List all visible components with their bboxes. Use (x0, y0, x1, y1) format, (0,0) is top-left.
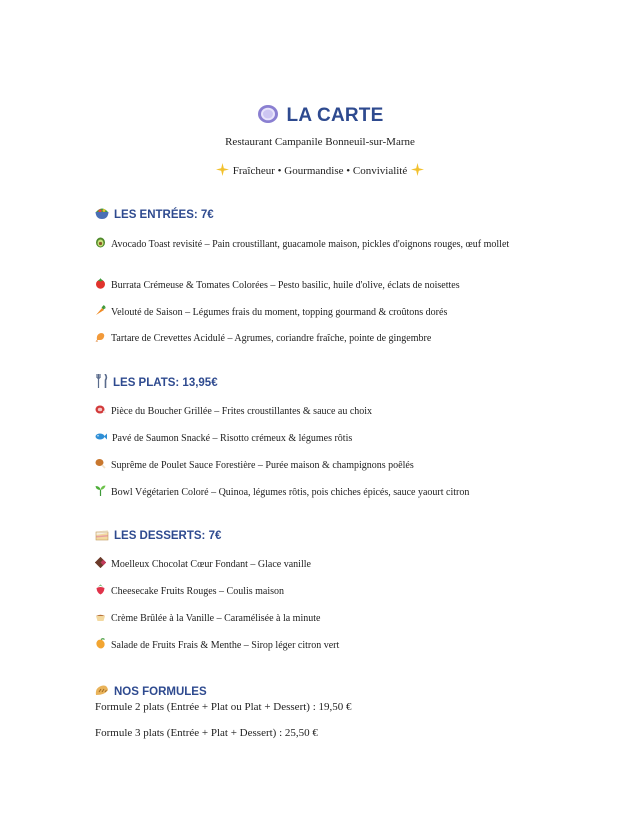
menu-item-text: Velouté de Saison – Légumes frais du moment, topping gourmand & croûtons dorés (111, 307, 448, 318)
menu-item-text: Burrata Crémeuse & Tomates Colorées – Pesto basilic, huile d'olive, éclats de noisettes (111, 280, 460, 291)
menu-item (95, 638, 535, 653)
fish-icon (95, 431, 107, 442)
section-title-text: NOS FORMULES (114, 686, 207, 698)
menu-item (95, 611, 535, 626)
section-title-plats (95, 374, 218, 389)
menu-item (95, 237, 535, 252)
menu-item-text: Bowl Végétarien Coloré – Quinoa, légumes rôtis, pois chiches épicés, sauce yaourt citron (111, 487, 470, 498)
menu-item (95, 305, 535, 320)
poultry-leg-icon (95, 458, 106, 469)
plate-icon (257, 104, 279, 124)
menu-item (95, 278, 535, 293)
shrimp-icon (95, 331, 106, 342)
menu-item-text: Tartare de Crevettes Acidulé – Agrumes, coriandre fraîche, pointe de gingembre (111, 333, 432, 344)
tagline (0, 163, 640, 177)
formula-3-plats: Formule 3 plats (Entrée + Plat + Dessert) : 25,50 € (95, 727, 318, 739)
sparkles-icon (216, 163, 229, 176)
cake-icon (95, 528, 109, 541)
custard-icon (95, 611, 106, 622)
menu-item (95, 331, 535, 346)
menu-item (95, 485, 535, 500)
menu-item-text: Moelleux Chocolat Cœur Fondant – Glace vanille (111, 559, 311, 570)
bread-icon (95, 684, 109, 697)
page-title (0, 104, 640, 127)
meat-icon (95, 404, 106, 415)
section-title-formules (95, 684, 207, 698)
menu-item (95, 584, 535, 599)
section-title-entrees (95, 207, 214, 221)
chocolate-icon (95, 557, 106, 568)
sparkles-icon (411, 163, 424, 176)
tomato-icon (95, 278, 106, 289)
menu-item-text: Salade de Fruits Frais & Menthe – Sirop léger citron vert (111, 640, 340, 651)
menu-item-text: Cheesecake Fruits Rouges – Coulis maison (111, 586, 285, 597)
page-title-text: LA CARTE (286, 105, 384, 126)
section-title-desserts (95, 528, 221, 542)
strawberry-icon (95, 584, 106, 595)
menu-item (95, 458, 535, 473)
menu-item-text: Pièce du Boucher Grillée – Frites croustillantes & sauce au choix (111, 406, 373, 417)
menu-item-text: Pavé de Saumon Snacké – Risotto crémeux & légumes rôtis (112, 433, 353, 444)
section-title-text: LES ENTRÉES: 7€ (114, 209, 214, 221)
menu-item-text: Suprême de Poulet Sauce Forestière – Purée maison & champignons poêlés (111, 460, 414, 471)
menu-item-text: Avocado Toast revisité – Pain croustillant, guacamole maison, pickles d'oignons rouges, œuf mollet (111, 239, 510, 250)
avocado-icon (95, 237, 106, 248)
mango-icon (95, 638, 106, 649)
carrot-icon (95, 305, 106, 316)
fork-knife-icon (95, 374, 108, 388)
salad-icon (95, 207, 109, 220)
section-title-text: LES DESSERTS: 7€ (114, 530, 222, 542)
menu-item-text: Crème Brûlée à la Vanille – Caramélisée à la minute (111, 613, 321, 624)
menu-item (95, 404, 535, 419)
formula-2-plats: Formule 2 plats (Entrée + Plat ou Plat + Dessert) : 19,50 € (95, 701, 352, 713)
restaurant-name: Restaurant Campanile Bonneuil-sur-Marne (225, 136, 415, 148)
seedling-icon (95, 485, 106, 496)
section-title-text: LES PLATS: 13,95€ (113, 377, 218, 389)
tagline-text: Fraîcheur • Gourmandise • Convivialité (232, 165, 408, 177)
menu-item (95, 431, 535, 446)
menu-item (95, 557, 535, 572)
